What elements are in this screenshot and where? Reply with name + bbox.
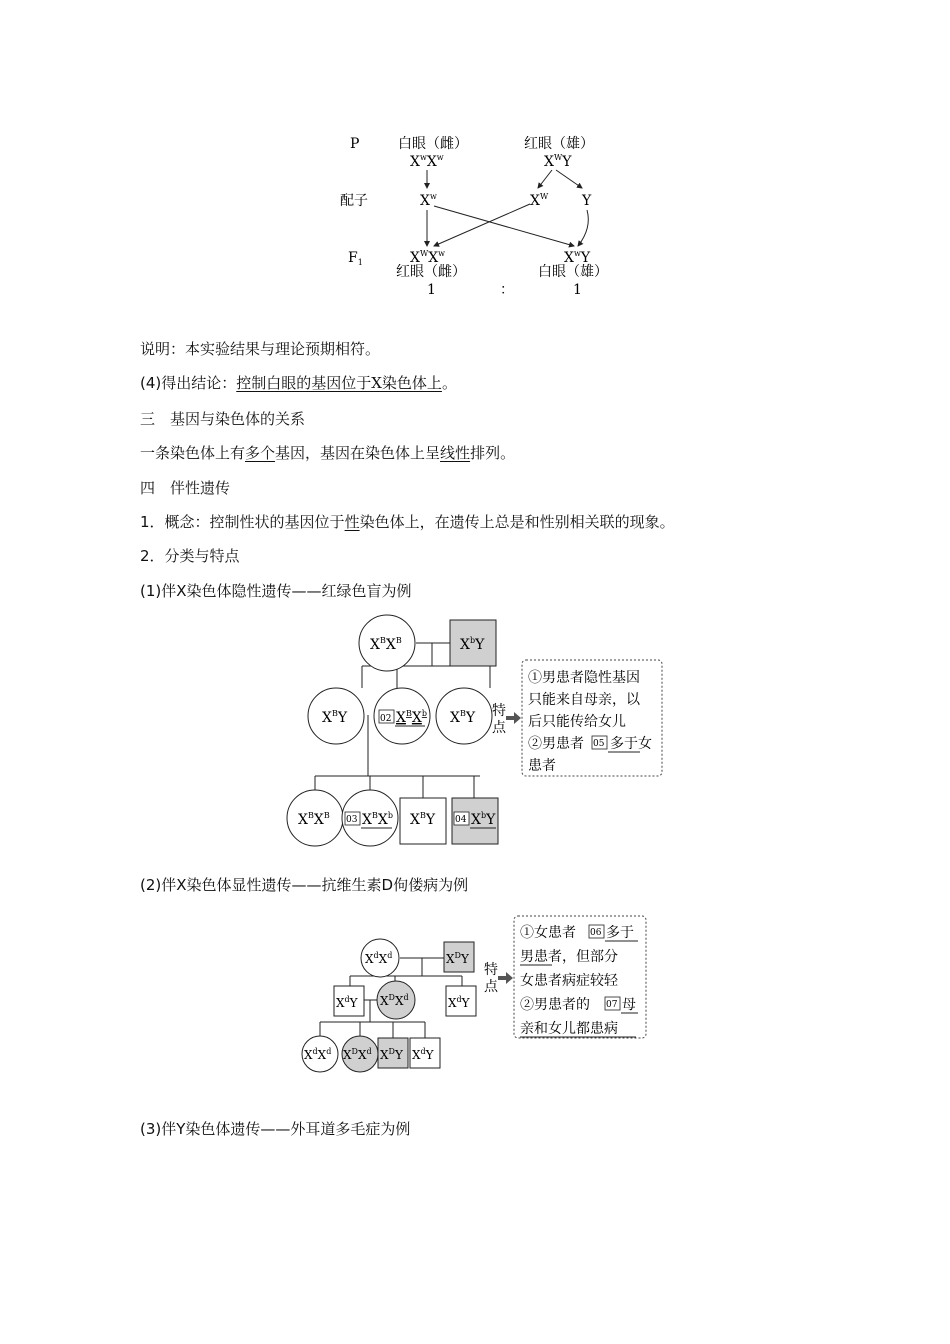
- section3-heading: 三 基因与染色体的关系: [140, 410, 306, 428]
- gamete-xw-male: $X^W$: [530, 192, 549, 209]
- svg-text:点: 点: [492, 720, 506, 736]
- sub3-heading: (3)伴Y染色体遗传——外耳道多毛症为例: [140, 1120, 411, 1138]
- p-female-genotype: $X^wX^w$: [410, 153, 444, 170]
- svg-text:XDXd: $X^DX^d$: [380, 993, 409, 1008]
- svg-text:05: 05: [593, 739, 605, 749]
- svg-text:XbY: $X^bY$: [460, 636, 485, 653]
- gene-line: 一条染色体上有多个基因，基因在染色体上呈线性排列。: [140, 444, 516, 462]
- svg-text:②男患者的: ②男患者的: [520, 997, 590, 1013]
- svg-text:XBXb: $X^BX^b$: [396, 709, 427, 726]
- p-male-genotype: $X^WY$: [544, 153, 572, 170]
- svg-text:02: 02: [380, 714, 392, 724]
- svg-text:XbY: $X^bY$: [471, 811, 496, 828]
- svg-text:XdXd: $X^dX^d$: [365, 951, 393, 966]
- row-label-f1: $F_1$: [348, 250, 363, 267]
- svg-text:①女患者: ①女患者: [520, 925, 576, 941]
- arrow-right-icon: [506, 712, 521, 724]
- f1-male-label: 白眼（雄）: [538, 264, 608, 280]
- svg-text:多于: 多于: [606, 925, 634, 941]
- svg-text:XBY: $X^BY$: [322, 709, 348, 726]
- svg-text:男患者，但部分: 男患者，但部分: [520, 949, 618, 965]
- section4-heading: 四 伴性遗传: [140, 479, 231, 497]
- cross-arrows: [427, 170, 588, 246]
- svg-text:多于女: 多于女: [610, 736, 652, 752]
- svg-text:XDY: $X^DY$: [446, 951, 469, 966]
- concept-line: 1．概念：控制性状的基因位于性染色体上，在遗传上总是和性别相关联的现象。: [140, 513, 675, 531]
- svg-text:只能来自母亲，以: 只能来自母亲，以: [528, 692, 640, 708]
- svg-text:XBY: $X^BY$: [410, 811, 436, 828]
- row-label-p: P: [350, 136, 360, 152]
- p-male-label: 红眼（雄）: [524, 136, 594, 152]
- p1-gen3-male: [400, 798, 446, 844]
- sub2-heading: (2)伴X染色体显性遗传——抗维生素D佝偻病为例: [140, 876, 469, 894]
- pedigree-dominant: [300, 912, 650, 1074]
- f1-female-genotype: $X^WX^w$: [410, 249, 446, 266]
- ratio-colon: ：: [500, 282, 514, 298]
- svg-text:XBXB: $X^BX^B$: [298, 811, 330, 828]
- ratio-right: 1: [573, 282, 582, 298]
- svg-text:07: 07: [606, 1000, 618, 1010]
- conclusion-answer: 控制白眼的基因位于X染色体上: [236, 374, 442, 392]
- pedigree-recessive: [280, 612, 670, 852]
- svg-text:母: 母: [622, 997, 636, 1013]
- classify-heading: 2．分类与特点: [140, 547, 240, 565]
- svg-text:XBY: $X^BY$: [450, 709, 476, 726]
- svg-text:②男患者: ②男患者: [528, 736, 584, 752]
- svg-text:女患者病症较轻: 女患者病症较轻: [520, 973, 618, 989]
- svg-text:XDY: $X^DY$: [380, 1047, 403, 1062]
- svg-text:亲和女儿都患病: 亲和女儿都患病: [520, 1021, 618, 1037]
- svg-text:06: 06: [590, 928, 602, 938]
- svg-text:XBXB: $X^BX^B$: [370, 636, 402, 653]
- conclusion-line: (4)得出结论：控制白眼的基因位于X染色体上。: [140, 374, 457, 392]
- cross-diagram: [330, 128, 630, 300]
- ratio-left: 1: [427, 282, 436, 298]
- svg-text:后只能传给女儿: 后只能传给女儿: [528, 714, 626, 730]
- row-label-gamete: 配子: [340, 193, 368, 209]
- svg-text:点: 点: [484, 979, 498, 995]
- sub1-heading: (1)伴X染色体隐性遗传——红绿色盲为例: [140, 582, 412, 600]
- svg-text:①男患者隐性基因: ①男患者隐性基因: [528, 670, 640, 686]
- svg-text:患者: 患者: [528, 758, 556, 774]
- svg-text:03: 03: [346, 815, 358, 825]
- svg-text:XdXd: $X^dX^d$: [304, 1047, 332, 1062]
- note-line: 说明：本实验结果与理论预期相符。: [140, 340, 381, 358]
- f1-female-label: 红眼（雌）: [396, 264, 466, 280]
- svg-text:XBXb: $X^BX^b$: [362, 811, 393, 828]
- p-female-label: 白眼（雌）: [398, 136, 468, 152]
- svg-text:XdY: $X^dY$: [412, 1047, 434, 1062]
- gamete-y: Y: [582, 193, 592, 209]
- svg-text:XdY: $X^dY$: [448, 995, 470, 1010]
- svg-text:特: 特: [492, 703, 506, 719]
- svg-text:XdY: $X^dY$: [336, 995, 358, 1010]
- svg-text:XDXd: $X^DX^d$: [343, 1047, 372, 1062]
- f1-male-genotype: $X^wY$: [564, 249, 591, 266]
- arrow-right-icon: [498, 972, 513, 984]
- gamete-xw-female: $X^w$: [420, 192, 437, 209]
- svg-text:04: 04: [455, 815, 467, 825]
- svg-text:特: 特: [484, 962, 498, 978]
